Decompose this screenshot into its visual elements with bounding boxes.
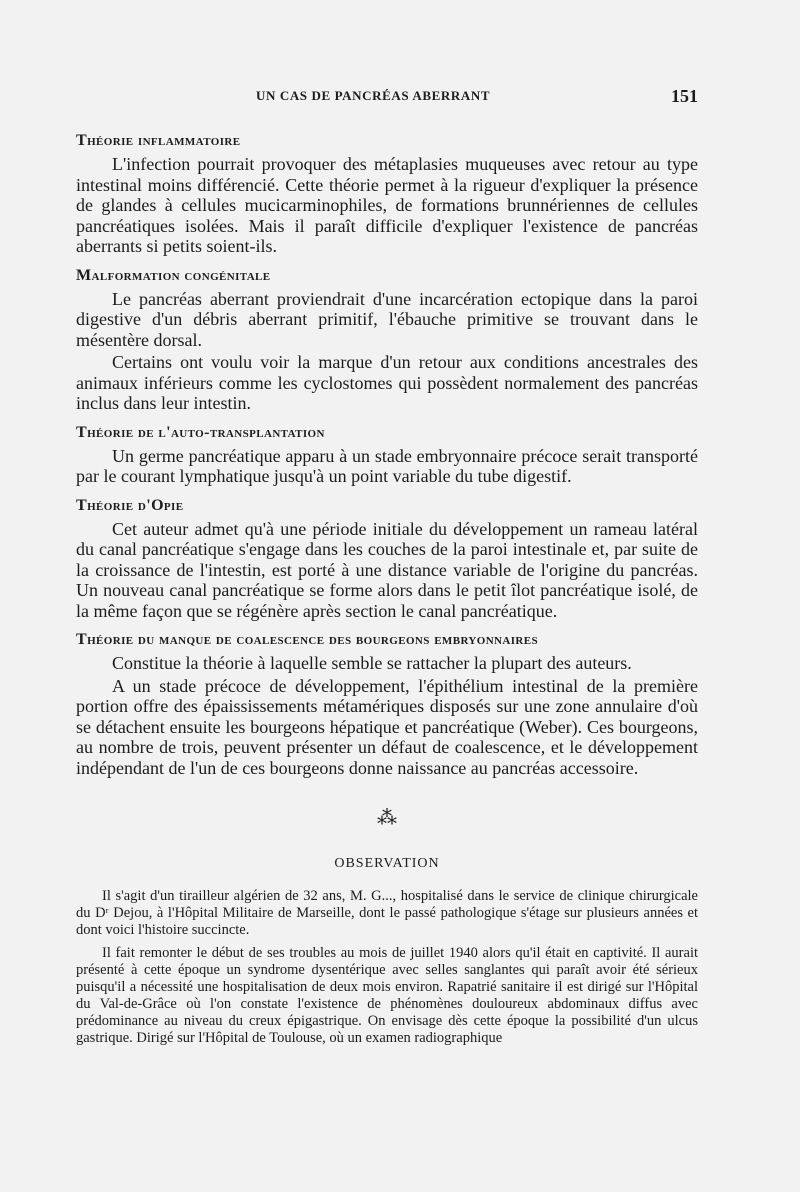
section-heading: Théorie d'Opie	[76, 496, 184, 514]
section-heading: Malformation congénitale	[76, 266, 271, 284]
observation-paragraph: Il s'agit d'un tirailleur algérien de 32 ans, M. G..., hospitalisé dans le service de clinique chirurgicale du Dʳ Dejou, à l'Hôpital Militaire de Marseille, dont le passé pathologique s'étage sur plusieurs années et dont voici l'histoire succincte.	[76, 888, 698, 938]
paragraph: L'infection pourrait provoquer des métaplasies muqueuses avec retour au type intestinal moins différencié. Cette théorie permet à la rigueur d'expliquer la présence de glandes à cellules mucicarminophiles, de formations brunnériennes de cellules pancréatiques isolées. Mais il paraît difficile d'expliquer l'existence de pancréas aberrants si petits soient-ils.	[76, 154, 698, 256]
paragraph: Un germe pancréatique apparu à un stade embryonnaire précoce serait transporté par le courant lymphatique jusqu'à un point variable du tube digestif.	[76, 445, 698, 486]
paragraph: Cet auteur admet qu'à une période initiale du développement un rameau latéral du canal pancréatique s'engage dans les couches de la paroi intestinale et, par suite de la croissance de l'intestin, est porté à une distance variable de l'origine du pancréas. Un nouveau canal pancréatique se forme alors dans le petit îlot pancréatique isolé, de la même façon que se régénère après section le canal pancréatique.	[76, 518, 698, 621]
paragraph: A un stade précoce de développement, l'épithélium intestinal de la première portion offre des épaississements métamériques disposés sur une zone annulaire d'où se détachent ensuite les bourgeons hépatique et pancréatique (Weber). Ces bourgeons, au nombre de trois, peuvent présenter un défaut de coalescence, et le développement indépendant de l'un de ces bourgeons donne naissance au pancréas accessoire.	[76, 675, 698, 778]
section-heading: Théorie du manque de coalescence des bourgeons embryonnaires	[76, 631, 539, 648]
asterism-ornament: ⁂	[377, 807, 397, 829]
page-number: 151	[671, 86, 698, 106]
paragraph: Constitue la théorie à laquelle semble se rattacher la plupart des auteurs.	[112, 653, 632, 673]
running-head	[76, 88, 698, 110]
section-coalescence-theory	[76, 629, 698, 778]
section-auto-transplantation	[76, 422, 698, 487]
observation-title: OBSERVATION	[334, 856, 440, 871]
section-heading: Théorie inflammatoire	[76, 132, 241, 149]
observation-paragraph: Il fait remonter le début de ses troubles au mois de juillet 1940 alors qu'il était en captivité. Il aurait présenté à cette époque un syndrome dysentérique avec selles sanglantes qui paraît avoir été sérieux puisqu'il a nécessité une hospitalisation de deux mois environ. Rapatrié sanitaire il est dirigé sur l'Hôpital du Val-de-Grâce où l'on constate l'existence de phénomènes douloureux abdominaux diffus avec prédominance au niveau du creux épigastrique. On envisage dès cette époque la possibilité d'un ulcus gastrique. Dirigé sur l'Hôpital de Toulouse, où un examen radiographique	[76, 945, 698, 1046]
section-opie-theory	[76, 495, 698, 622]
article-body	[76, 130, 698, 1053]
section-congenital-malformation	[76, 265, 698, 414]
section-inflammatory-theory	[76, 130, 698, 257]
running-title: UN CAS DE PANCRÉAS ABERRANT	[256, 88, 491, 103]
paragraph: Certains ont voulu voir la marque d'un retour aux conditions ancestrales des animaux inférieurs comme les cyclostomes qui possèdent normalement des pancréas inclus dans leur intestin.	[76, 352, 698, 413]
paragraph: Le pancréas aberrant proviendrait d'une incarcération ectopique dans la paroi digestive d'un débris aberrant primitif, l'ébauche primitive se trouvant dans le mésentère dorsal.	[76, 288, 698, 350]
section-heading: Théorie de l'auto-transplantation	[76, 423, 325, 441]
